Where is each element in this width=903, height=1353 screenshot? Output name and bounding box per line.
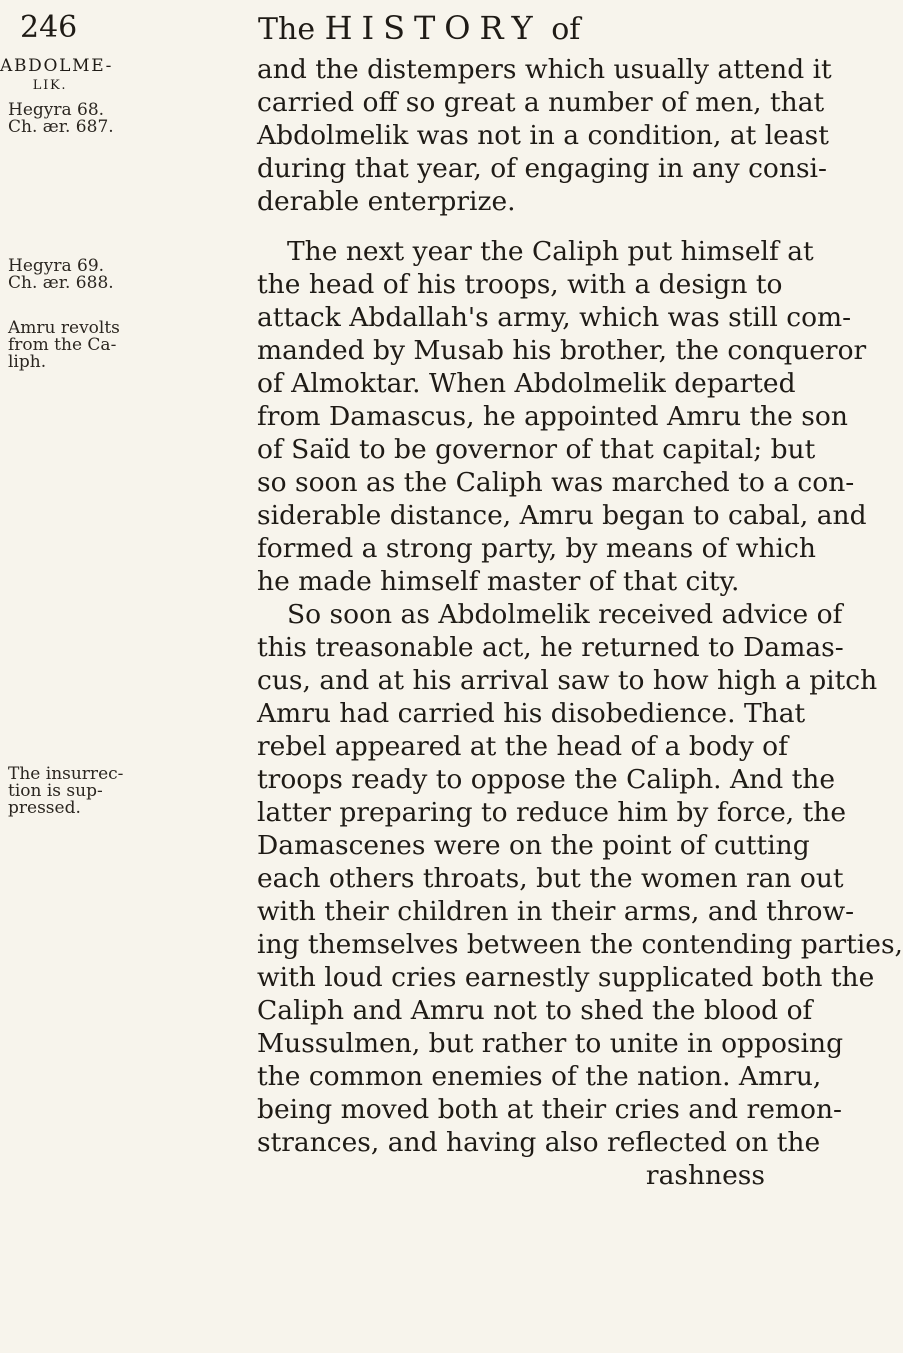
body-line: troops ready to oppose the Caliph. And the bbox=[257, 764, 836, 795]
sidenote-line: The insurrec- bbox=[8, 764, 124, 784]
body-line: with loud cries earnestly supplicated both the bbox=[257, 962, 875, 993]
body-line: siderable distance, Amru began to cabal, and bbox=[257, 500, 867, 531]
margin-header bbox=[0, 56, 114, 94]
body-line: the common enemies of the nation. Amru, bbox=[257, 1061, 822, 1092]
body-line: Damascenes were on the point of cutting bbox=[257, 830, 810, 861]
body-line: with their children in their arms, and throw- bbox=[257, 896, 855, 927]
running-head-title: HISTORY bbox=[324, 9, 542, 47]
sidenote-line: Hegyra 68. bbox=[8, 100, 105, 120]
body-line: attack Abdallah's army, which was still com- bbox=[257, 302, 852, 333]
body-line: during that year, of engaging in any consi- bbox=[257, 153, 827, 184]
running-head bbox=[258, 8, 580, 50]
sidenote-line: from the Ca- bbox=[8, 335, 117, 355]
body-line: so soon as the Caliph was marched to a con- bbox=[257, 467, 855, 498]
body-line: strances, and having also reflected on the bbox=[257, 1127, 821, 1158]
body-line: Caliph and Amru not to shed the blood of bbox=[257, 995, 813, 1026]
body-line: being moved both at their cries and remon- bbox=[257, 1094, 842, 1125]
sidenote-line: Hegyra 69. bbox=[8, 256, 105, 276]
sidenote-hegyra-69 bbox=[8, 256, 114, 293]
margin-header-line2: LIK. bbox=[32, 78, 68, 93]
body-line: derable enterprize. bbox=[257, 186, 516, 217]
body-line: of Saïd to be governor of that capital; but bbox=[257, 434, 816, 465]
page-number: 246 bbox=[20, 10, 78, 45]
body-line: manded by Musab his brother, the conqueror bbox=[257, 335, 867, 366]
sidenote-line: tion is sup- bbox=[8, 781, 103, 801]
body-line: The next year the Caliph put himself at bbox=[287, 236, 814, 267]
body-line: Abdolmelik was not in a condition, at least bbox=[257, 120, 829, 151]
running-head-prefix: The bbox=[258, 12, 316, 47]
sidenote-line: Ch. ær. 688. bbox=[8, 273, 114, 293]
running-head-suffix: of bbox=[551, 12, 581, 47]
margin-header-line1: ABDOLME- bbox=[0, 56, 114, 76]
sidenote-line: Amru revolts bbox=[8, 318, 120, 338]
body-line: carried off so great a number of men, that bbox=[257, 87, 825, 118]
body-line: of Almoktar. When Abdolmelik departed bbox=[257, 368, 796, 399]
body-line: So soon as Abdolmelik received advice of bbox=[287, 599, 843, 630]
body-line: cus, and at his arrival saw to how high a pitch bbox=[257, 665, 878, 696]
body-line: formed a strong party, by means of which bbox=[257, 533, 816, 564]
body-line: the head of his troops, with a design to bbox=[257, 269, 783, 300]
body-line: latter preparing to reduce him by force, the bbox=[257, 797, 847, 828]
body-line: from Damascus, he appointed Amru the son bbox=[257, 401, 848, 432]
body-line: and the distempers which usually attend it bbox=[257, 54, 832, 85]
sidenote-hegyra-68 bbox=[8, 100, 114, 137]
body-line: this treasonable act, he returned to Damas- bbox=[257, 632, 844, 663]
body-line: Amru had carried his disobedience. That bbox=[257, 698, 806, 729]
sidenote-amru-revolts bbox=[8, 318, 120, 372]
body-line: rebel appeared at the head of a body of bbox=[257, 731, 788, 762]
body-line: Mussulmen, but rather to unite in opposing bbox=[257, 1028, 844, 1059]
sidenote-line: pressed. bbox=[8, 798, 81, 818]
sidenote-insurrection bbox=[8, 764, 124, 818]
body-line: each others throats, but the women ran out bbox=[257, 863, 844, 894]
sidenote-line: Ch. ær. 687. bbox=[8, 117, 114, 137]
body-line: ing themselves between the contending parties, bbox=[257, 929, 903, 960]
catchword: rashness bbox=[645, 1160, 765, 1191]
sidenote-line: liph. bbox=[8, 352, 47, 372]
body-line: he made himself master of that city. bbox=[257, 566, 740, 597]
